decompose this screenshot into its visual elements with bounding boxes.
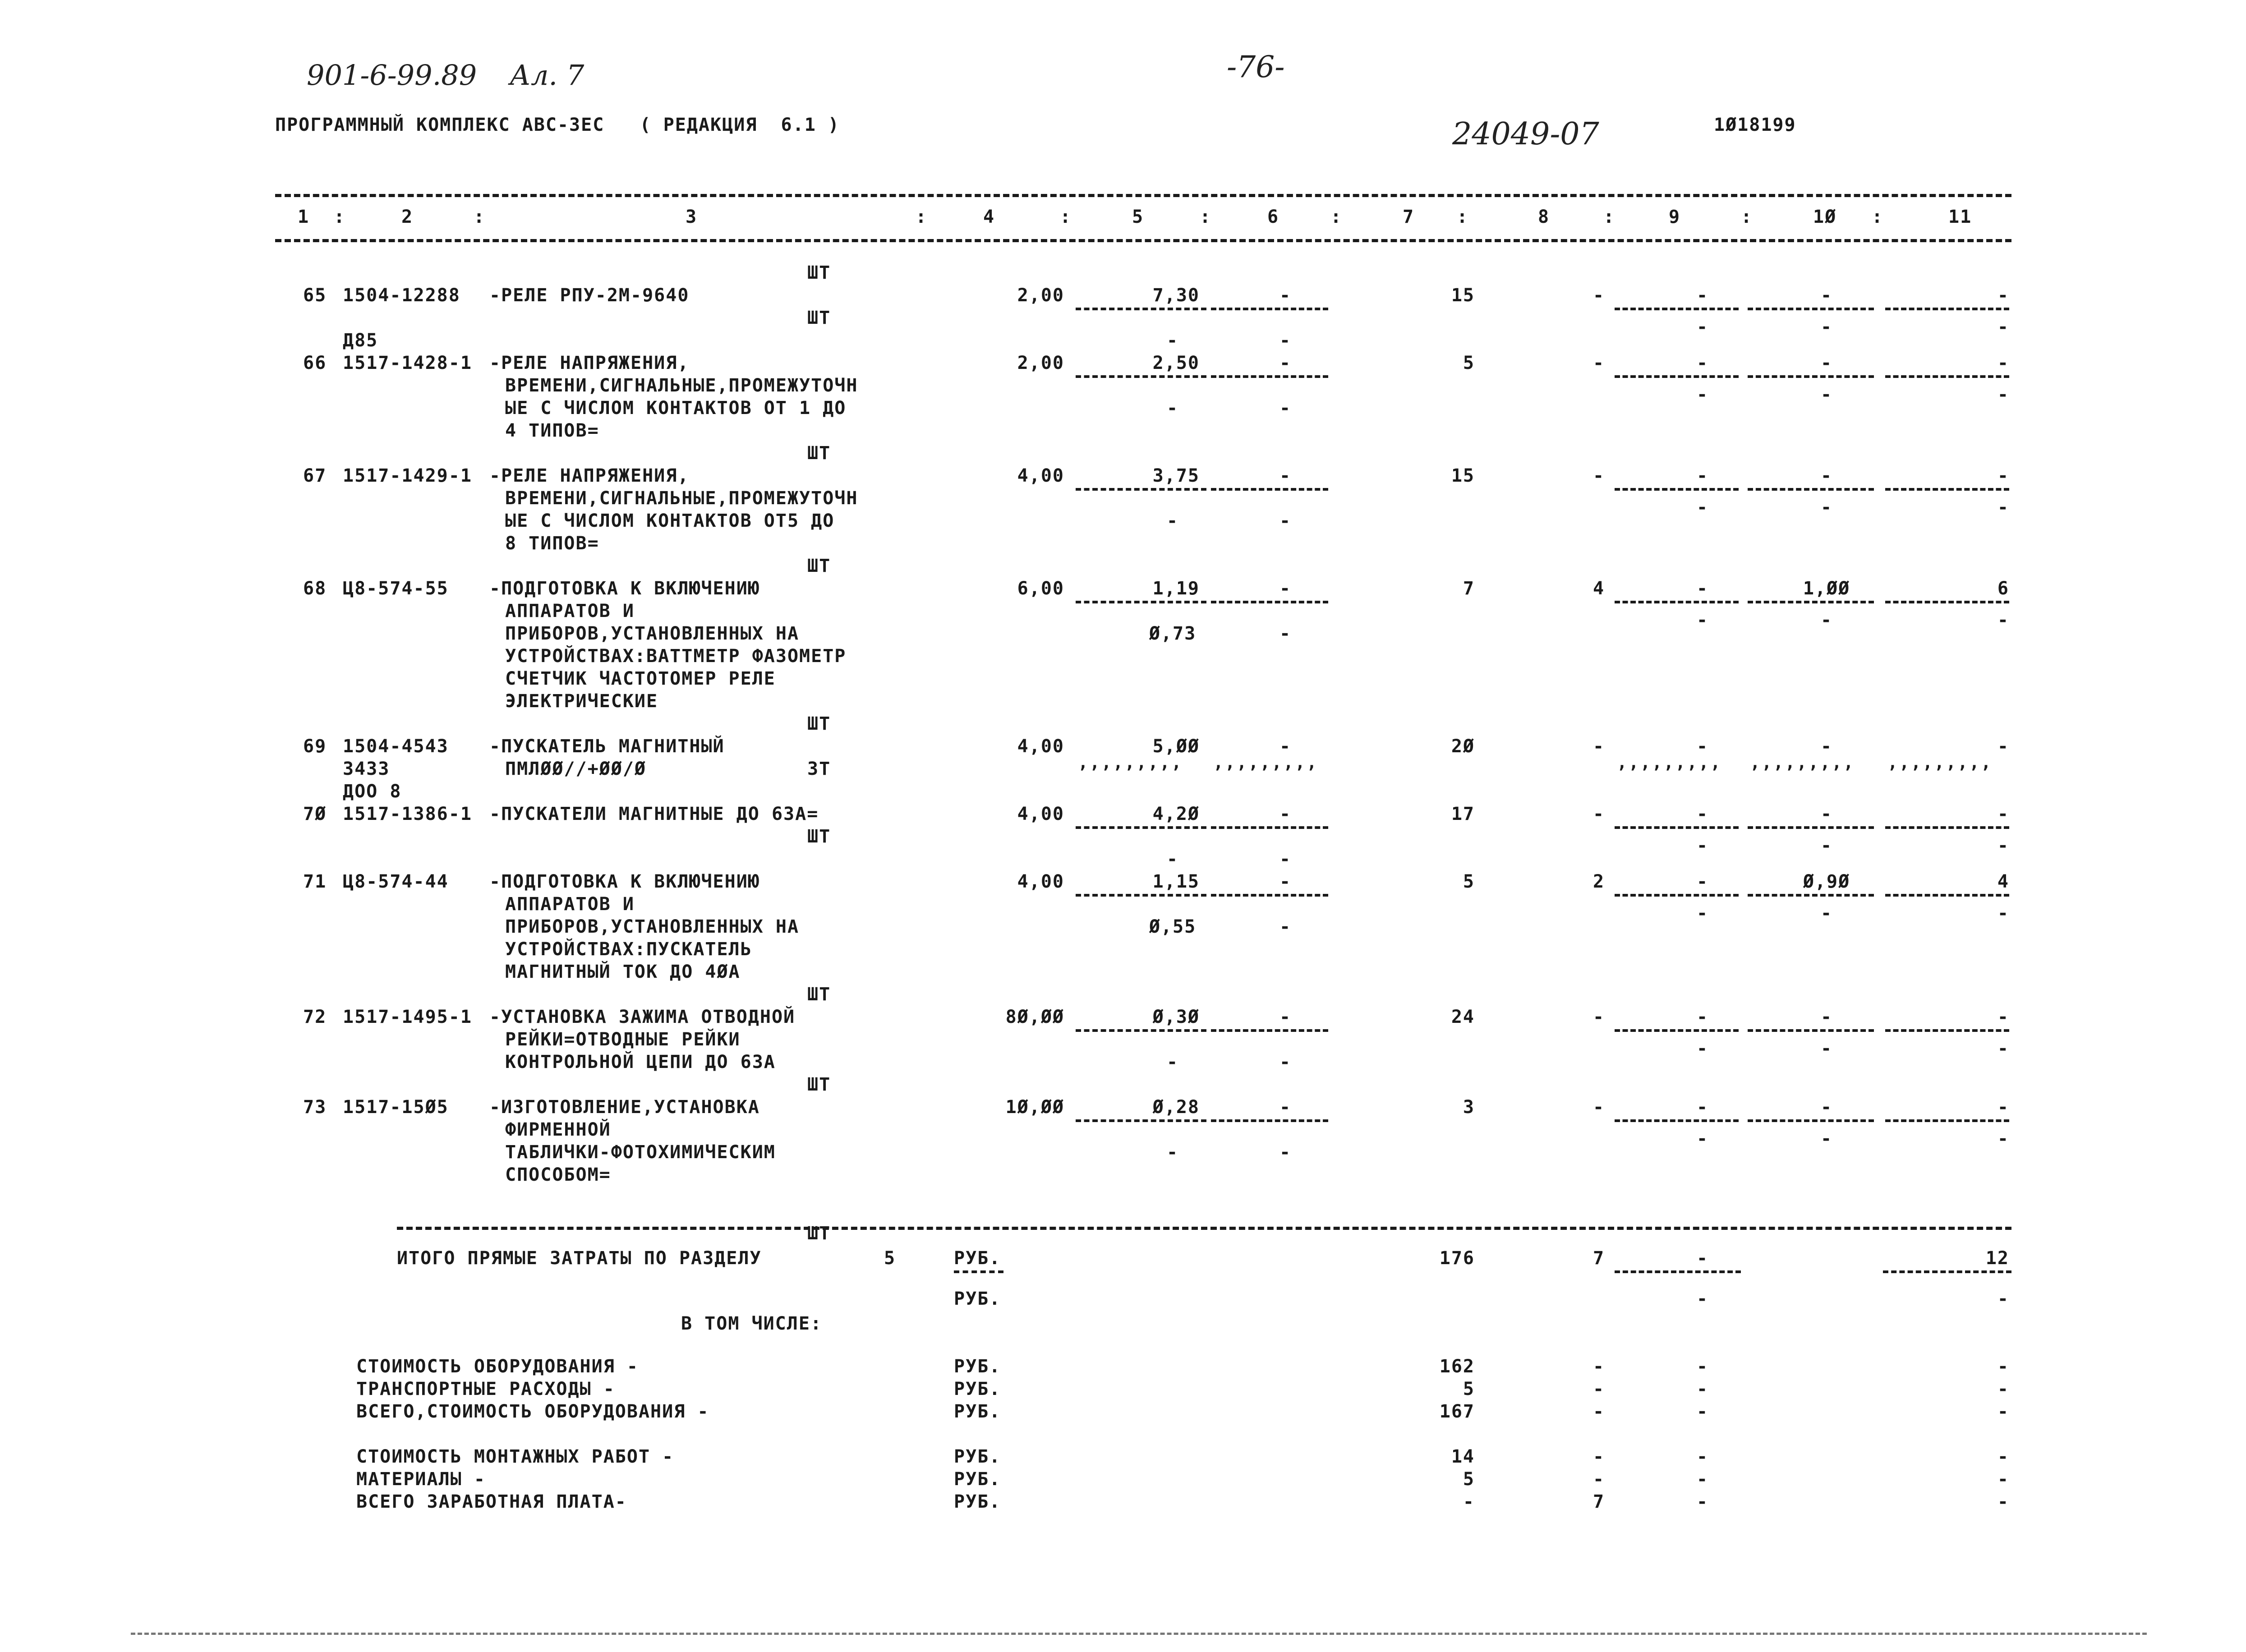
total-cost: 17 [1451,804,1475,824]
breakdown-col-7: 14 [1451,1446,1475,1467]
subtotal-dash-line [1748,1029,1874,1032]
unit-cost-secondary: - [1166,1052,1179,1072]
subtotal-dash-line [1076,826,1206,829]
section-number: 5 [884,1248,896,1269]
col-10-value: - [1820,285,1833,306]
subtotal-dash-line [1615,1029,1739,1032]
col-6-value: - [1279,1007,1292,1027]
project-code: 901-6-99.89 [307,59,477,92]
col-10-secondary: - [1820,1038,1833,1059]
unit-label: ШТ [807,262,831,283]
row-number: 72 [303,1007,327,1027]
col-8-value: - [1592,353,1605,373]
col-9-secondary: - [1696,1128,1709,1149]
column-header-1: 1 [298,207,310,227]
col-10-value: - [1820,1097,1833,1118]
breakdown-label: СТОИМОСТЬ МОНТАЖНЫХ РАБОТ - [356,1446,674,1467]
col-8-value: - [1592,465,1605,486]
item-description: АППАРАТОВ И [505,601,635,621]
unit-label: ШТ [807,556,831,576]
item-description: -РЕЛЕ НАПРЯЖЕНИЯ, [489,353,690,373]
col-10-secondary: - [1820,317,1833,337]
col-6-secondary: - [1279,1052,1292,1072]
totals-col-7: 176 [1439,1248,1475,1269]
col-11-secondary: - [1997,903,2009,924]
breakdown-col-9: - [1696,1379,1709,1399]
col-9-value: - [1696,353,1709,373]
item-description: УСТРОЙСТВАХ:ВАТТМЕТР ФАЗОМЕТР [505,646,847,667]
subtotal-dash-line [1076,894,1206,897]
col-11-value: 4 [1997,871,2009,892]
col-6-value: - [1279,465,1292,486]
unit-cost: 5,ØØ [1152,736,1200,757]
totals-rule [397,1227,2011,1230]
item-description: РЕЙКИ=ОТВОДНЫЕ РЕЙКИ [505,1029,741,1050]
quantity: 2,00 [1017,285,1064,306]
column-separator: : [474,207,486,227]
program-line: ПРОГРАММНЫЙ КОМПЛЕКС АВС-3ЕС ( РЕДАКЦИЯ 6.1 ) [275,115,840,135]
subtotal-dash-line [1748,601,1874,603]
row-number: 7Ø [303,804,327,824]
item-description: -ПУСКАТЕЛИ МАГНИТНЫЕ ДО 63А= [489,804,819,824]
unit-cost: 3,75 [1152,465,1200,486]
col-10-value: 1,ØØ [1803,578,1850,599]
unit-cost-secondary: - [1166,511,1179,531]
breakdown-label: МАТЕРИАЛЫ - [356,1469,486,1490]
item-description: ВРЕМЕНИ,СИГНАЛЬНЫЕ,ПРОМЕЖУТОЧН [505,375,858,396]
total-cost: 5 [1463,871,1475,892]
breakdown-col-9: - [1696,1401,1709,1422]
col-9-value: - [1696,804,1709,824]
column-header-11: 11 [1948,207,1972,227]
col-6-secondary: - [1279,511,1292,531]
col-10-secondary: - [1820,1128,1833,1149]
col-11-secondary: - [1997,384,2009,405]
row-number: 69 [303,736,327,757]
col-9-value: - [1696,465,1709,486]
item-description: СПОСОБОМ= [505,1164,611,1185]
col-11-value: 6 [1997,578,2009,599]
quantity: 4,00 [1017,871,1064,892]
total-cost: 3 [1463,1097,1475,1118]
unit-cost-secondary: - [1166,849,1179,870]
subtotal-dash-line [1748,826,1874,829]
breakdown-col-8: - [1592,1379,1605,1399]
breakdown-col-9: - [1696,1491,1709,1512]
totals-col-8: 7 [1592,1248,1605,1269]
breakdown-col-7: 167 [1439,1401,1475,1422]
item-description: -РЕЛЕ РПУ-2М-9640 [489,285,690,306]
subtotal-dash-line [1885,375,2009,378]
col-8-value: 2 [1592,871,1605,892]
column-separator: : [334,207,346,227]
subtotal-dash-line [1211,601,1328,603]
item-code: Ц8-574-55 [343,578,449,599]
item-code: 1517-1428-1 [343,353,472,373]
unit-label: ШТ [807,984,831,1005]
item-description: КОНТРОЛЬНОЙ ЦЕПИ ДО 63А [505,1052,776,1072]
currency-unit: РУБ. [954,1491,1001,1512]
item-description: ПРИБОРОВ,УСТАНОВЛЕННЫХ НА [505,623,800,644]
totals-label: ИТОГО ПРЯМЫЕ ЗАТРАТЫ ПО РАЗДЕЛУ [397,1248,762,1269]
item-description: УСТРОЙСТВАХ:ПУСКАТЕЛЬ [505,939,752,960]
item-description: СЧЕТЧИК ЧАСТОТОМЕР РЕЛЕ [505,668,776,689]
currency-unit: РУБ. [954,1356,1001,1377]
item-description: АППАРАТОВ И [505,894,635,915]
row-number: 65 [303,285,327,306]
subtotal-dash-line [1885,308,2009,310]
breakdown-col-8: - [1592,1401,1605,1422]
item-code: 1504-12288 [343,285,460,306]
unit-label: ЗТ [807,759,831,779]
subtotal-dash-line [1076,308,1206,310]
bottom-scan-line [131,1633,2147,1635]
breakdown-col-9: - [1696,1446,1709,1467]
unit-cost-secondary: Ø,73 [1149,623,1197,644]
breakdown-col-11: - [1997,1379,2009,1399]
item-description: ЫЕ С ЧИСЛОМ КОНТАКТОВ ОТ 1 ДО [505,398,847,419]
total-cost: 5 [1463,353,1475,373]
total-cost: 24 [1451,1007,1475,1027]
subtotal-dash-line [1211,308,1328,310]
subtotal-dash-line [1885,601,2009,603]
column-header-5: 5 [1132,207,1144,227]
unit-cost-secondary: - [1166,1142,1179,1163]
subtotal-dash-line [1615,894,1739,897]
col-9-secondary: - [1696,1038,1709,1059]
subtotal-dash-line [1615,308,1739,310]
item-description: 4 ТИПОВ= [505,420,599,441]
unit-label: ШТ [807,1074,831,1095]
col-10-value: - [1820,804,1833,824]
item-description: ВРЕМЕНИ,СИГНАЛЬНЫЕ,ПРОМЕЖУТОЧН [505,488,858,509]
currency-unit: РУБ. [954,1288,1001,1309]
col-6-secondary: - [1279,398,1292,419]
column-separator: : [1457,207,1469,227]
header-rule-bottom [275,239,2011,242]
column-separator: : [916,207,928,227]
row-number: 73 [303,1097,327,1118]
col-6-value: - [1279,1097,1292,1118]
subtotal-dash-line [1076,488,1206,491]
breakdown-col-7: 5 [1463,1469,1475,1490]
comma-separator: ,,,,,,,,, [1078,752,1183,772]
quantity: 2,00 [1017,353,1064,373]
breakdown-label: ВСЕГО ЗАРАБОТНАЯ ПЛАТА- [356,1491,627,1512]
col-11-value: - [1997,353,2009,373]
col-9-value: - [1696,736,1709,757]
breakdown-col-11: - [1997,1491,2009,1512]
column-header-4: 4 [983,207,995,227]
comma-separator: ,,,,,,,,, [1617,752,1722,772]
column-separator: : [1060,207,1072,227]
breakdown-label: ВСЕГО,СТОИМОСТЬ ОБОРУДОВАНИЯ - [356,1401,709,1422]
col-9-secondary: - [1696,497,1709,518]
quantity: 8Ø,ØØ [1005,1007,1064,1027]
subtotal-dash-line [1076,601,1206,603]
column-separator: : [1741,207,1753,227]
breakdown-col-8: - [1592,1446,1605,1467]
item-description: -ИЗГОТОВЛЕНИЕ,УСТАНОВКА [489,1097,760,1118]
col-10-value: - [1820,1007,1833,1027]
col-8-value: - [1592,736,1605,757]
item-description: ПМЛØØ//+ØØ/Ø [505,759,646,779]
col-6-secondary: - [1279,1142,1292,1163]
comma-separator: ,,,,,,,,, [1750,752,1855,772]
unit-label: ШТ [807,1223,831,1244]
unit-cost: 4,2Ø [1152,804,1200,824]
col-11-value: - [1997,804,2009,824]
item-code: ДОО 8 [343,781,402,802]
unit-cost: 1,15 [1152,871,1200,892]
col-6-value: - [1279,804,1292,824]
subtotal-dash-line [1885,1029,2009,1032]
col-9-secondary: - [1696,903,1709,924]
column-separator: : [1872,207,1884,227]
comma-separator: ,,,,,,,,, [1887,752,1993,772]
col-11-value: - [1997,465,2009,486]
subtotal-dash-line [1748,894,1874,897]
document-number: 24049-07 [1452,116,1599,152]
col-9-value: - [1696,578,1709,599]
subtotal-dash-line [1615,826,1739,829]
subtotal-dash-line [1211,894,1328,897]
col-9-value: - [1696,1007,1709,1027]
subtotal-dash-line [1748,488,1874,491]
item-description: МАГНИТНЫЙ ТОК ДО 4ØА [505,962,741,982]
subtotal-dash-line [1748,375,1874,378]
doc-code: 1Ø18199 [1714,115,1796,135]
item-description: ЭЛЕКТРИЧЕСКИЕ [505,691,658,712]
item-description: 8 ТИПОВ= [505,533,599,554]
column-header-2: 2 [401,207,414,227]
subtotal-dash-line [1076,375,1206,378]
col-11-secondary: - [1997,610,2009,630]
subtotal-dash-line [1615,488,1739,491]
totals-col-11: 12 [1985,1248,2009,1269]
breakdown-col-7: - [1463,1491,1475,1512]
item-code: 3433 [343,759,390,779]
subtotal-dash-line [1885,488,2009,491]
subtotal-dash-line [1211,488,1328,491]
item-description: -ПУСКАТЕЛЬ МАГНИТНЫЙ [489,736,725,757]
breakdown-col-11: - [1997,1469,2009,1490]
unit-cost-secondary: - [1166,330,1179,351]
col-6-value: - [1279,736,1292,757]
subtotal-dash-line [1076,1029,1206,1032]
unit-cost-secondary: - [1166,398,1179,419]
subtotal-dash-line [1615,1119,1739,1122]
unit-label: ШТ [807,443,831,464]
row-number: 71 [303,871,327,892]
column-separator: : [1603,207,1615,227]
breakdown-col-11: - [1997,1401,2009,1422]
item-code: 1504-4543 [343,736,449,757]
breakdown-col-11: - [1997,1356,2009,1377]
breakdown-label: СТОИМОСТЬ ОБОРУДОВАНИЯ - [356,1356,639,1377]
totals-col-9: - [1696,1248,1709,1269]
total-cost: 15 [1451,285,1475,306]
col-9-secondary: - [1696,610,1709,630]
item-description: -УСТАНОВКА ЗАЖИМА ОТВОДНОЙ [489,1007,796,1027]
breakdown-col-9: - [1696,1469,1709,1490]
quantity: 4,00 [1017,736,1064,757]
item-description: ТАБЛИЧКИ-ФОТОХИМИЧЕСКИМ [505,1142,776,1163]
total-cost: 15 [1451,465,1475,486]
col-11-secondary: - [1997,1038,2009,1059]
item-code: Д85 [343,330,378,351]
subtotal-dash-line [1211,826,1328,829]
comma-separator: ,,,,,,,,, [1213,752,1318,772]
page-number: -76- [1227,50,1285,84]
quantity: 4,00 [1017,804,1064,824]
col-6-value: - [1279,285,1292,306]
subtotal-dash-line [1748,308,1874,310]
col-6-secondary: - [1279,330,1292,351]
totals-col-9-secondary: - [1696,1288,1709,1309]
col-8-value: - [1592,804,1605,824]
subtotal-dash-line [1211,1119,1328,1122]
col-9-secondary: - [1696,317,1709,337]
subtotal-dash-line [1885,826,2009,829]
column-header-3: 3 [686,207,698,227]
col-10-value: - [1820,465,1833,486]
col-10-secondary: - [1820,835,1833,856]
col-10-secondary: - [1820,903,1833,924]
item-description: -ПОДГОТОВКА К ВКЛЮЧЕНИЮ [489,578,760,599]
subtotal-dash-line [1211,375,1328,378]
col-8-value: - [1592,285,1605,306]
unit-cost: 2,50 [1152,353,1200,373]
col-10-secondary: - [1820,384,1833,405]
subtotal-dash-line [1615,375,1739,378]
breakdown-col-8: - [1592,1469,1605,1490]
item-description: -ПОДГОТОВКА К ВКЛЮЧЕНИЮ [489,871,760,892]
row-number: 68 [303,578,327,599]
col-9-value: - [1696,285,1709,306]
subtotal-dash-line [1883,1270,2011,1273]
col-11-value: - [1997,736,2009,757]
currency-unit: РУБ. [954,1469,1001,1490]
item-code: 1517-1429-1 [343,465,472,486]
currency-unit: РУБ. [954,1401,1001,1422]
unit-dash-line [954,1270,1003,1273]
totals-col-11-secondary: - [1997,1288,2009,1309]
item-description: -РЕЛЕ НАПРЯЖЕНИЯ, [489,465,690,486]
subtotal-dash-line [1211,1029,1328,1032]
breakdown-col-8: - [1592,1356,1605,1377]
breakdown-col-7: 162 [1439,1356,1475,1377]
item-code: 1517-1495-1 [343,1007,472,1027]
subtotal-dash-line [1615,601,1739,603]
row-number: 67 [303,465,327,486]
including-label: В ТОМ ЧИСЛЕ: [681,1313,822,1334]
col-6-secondary: - [1279,849,1292,870]
column-header-7: 7 [1403,207,1415,227]
col-11-value: - [1997,1097,2009,1118]
col-9-value: - [1696,871,1709,892]
col-10-value: - [1820,353,1833,373]
subtotal-dash-line [1748,1119,1874,1122]
unit-label: ШТ [807,826,831,847]
total-cost: 2Ø [1451,736,1475,757]
unit-cost: Ø,3Ø [1152,1007,1200,1027]
col-9-secondary: - [1696,384,1709,405]
currency-unit: РУБ. [954,1446,1001,1467]
subtotal-dash-line [1076,1119,1206,1122]
breakdown-col-9: - [1696,1356,1709,1377]
sheet-number: Ал. 7 [510,59,585,92]
col-6-value: - [1279,871,1292,892]
col-10-value: Ø,9Ø [1803,871,1850,892]
col-6-value: - [1279,578,1292,599]
col-11-value: - [1997,285,2009,306]
column-separator: : [1330,207,1343,227]
item-description: ПРИБОРОВ,УСТАНОВЛЕННЫХ НА [505,916,800,937]
unit-label: ШТ [807,713,831,734]
breakdown-col-7: 5 [1463,1379,1475,1399]
col-10-secondary: - [1820,610,1833,630]
unit-cost: Ø,28 [1152,1097,1200,1118]
col-11-secondary: - [1997,317,2009,337]
col-8-value: - [1592,1097,1605,1118]
quantity: 6,00 [1017,578,1064,599]
currency-unit: РУБ. [954,1248,1001,1269]
breakdown-col-8: 7 [1592,1491,1605,1512]
col-9-secondary: - [1696,835,1709,856]
header-rule-top [275,194,2011,197]
col-9-value: - [1696,1097,1709,1118]
unit-label: ШТ [807,308,831,328]
col-10-value: - [1820,736,1833,757]
breakdown-col-11: - [1997,1446,2009,1467]
col-11-secondary: - [1997,497,2009,518]
item-description: ФИРМЕННОЙ [505,1119,611,1140]
total-cost: 7 [1463,578,1475,599]
column-header-6: 6 [1267,207,1279,227]
quantity: 4,00 [1017,465,1064,486]
col-10-secondary: - [1820,497,1833,518]
col-6-secondary: - [1279,623,1292,644]
item-code: Ц8-574-44 [343,871,449,892]
unit-cost-secondary: Ø,55 [1149,916,1197,937]
item-description: ЫЕ С ЧИСЛОМ КОНТАКТОВ ОТ5 ДО [505,511,835,531]
col-11-secondary: - [1997,835,2009,856]
currency-unit: РУБ. [954,1379,1001,1399]
column-header-9: 9 [1669,207,1681,227]
col-11-secondary: - [1997,1128,2009,1149]
item-code: 1517-1386-1 [343,804,472,824]
row-number: 66 [303,353,327,373]
unit-cost: 1,19 [1152,578,1200,599]
column-separator: : [1200,207,1212,227]
quantity: 1Ø,ØØ [1005,1097,1064,1118]
subtotal-dash-line [1615,1270,1741,1273]
col-8-value: 4 [1592,578,1605,599]
subtotal-dash-line [1885,894,2009,897]
subtotal-dash-line [1885,1119,2009,1122]
column-header-8: 8 [1538,207,1550,227]
item-code: 1517-15Ø5 [343,1097,449,1118]
column-header-10: 1Ø [1813,207,1837,227]
col-11-value: - [1997,1007,2009,1027]
col-6-secondary: - [1279,916,1292,937]
col-6-value: - [1279,353,1292,373]
unit-cost: 7,30 [1152,285,1200,306]
breakdown-label: ТРАНСПОРТНЫЕ РАСХОДЫ - [356,1379,615,1399]
col-8-value: - [1592,1007,1605,1027]
